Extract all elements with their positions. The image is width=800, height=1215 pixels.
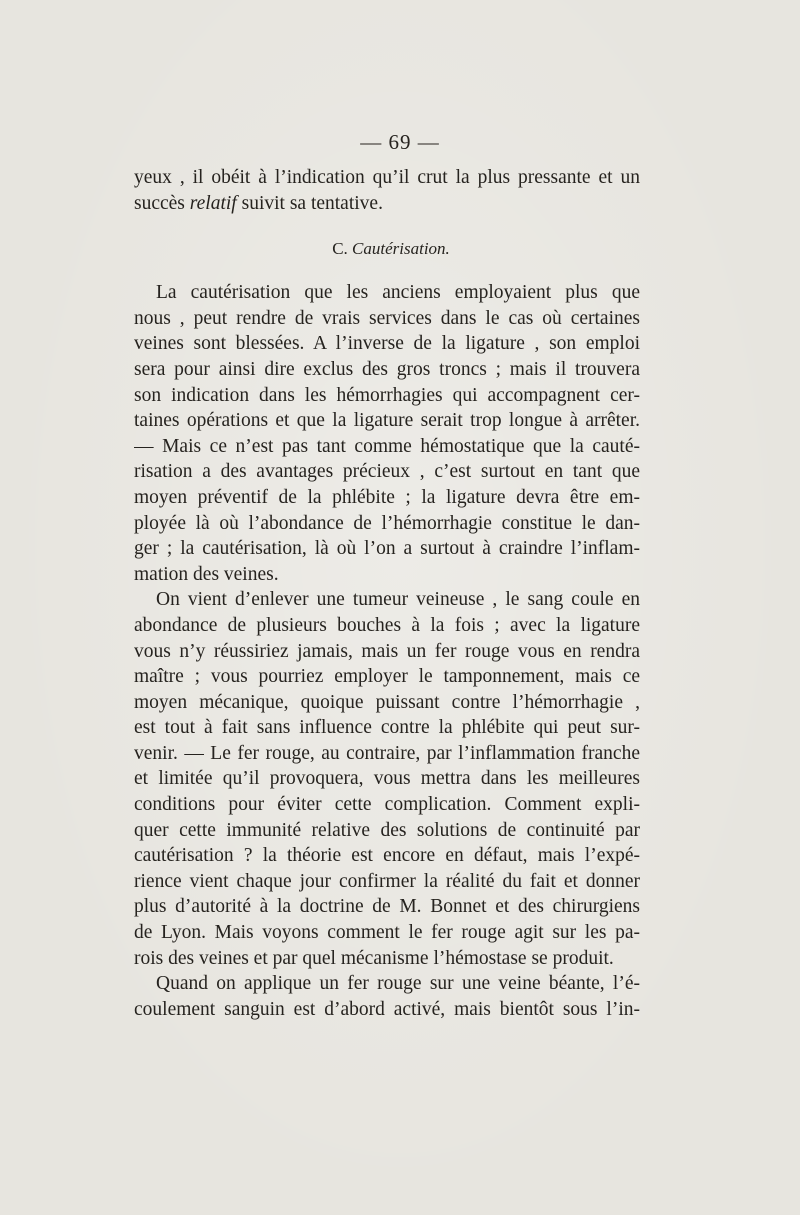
text-line: risation a des avantages précieux , c’est surtout en tant que	[134, 461, 640, 483]
text-line: Quand on applique un fer rouge sur une veine béante, l’é-	[156, 973, 640, 995]
intro-line-1: yeux , il obéit à l’indication qu’il crut la plus pressante et un	[134, 167, 640, 188]
text-line: veines sont blessées. A l’inverse de la ligature , son emploi	[134, 333, 640, 355]
text-line: abondance de plusieurs bouches à la fois ; avec la ligature	[134, 614, 640, 636]
section-letter: C.	[332, 239, 348, 259]
text-line: moyen préventif de la phlébite ; la ligature devra être em-	[134, 486, 640, 508]
text-line: ployée là où l’abondance de l’hémorrhagie constitue le dan-	[134, 512, 640, 534]
text-line: conditions pour éviter cette complication. Comment expli-	[134, 794, 640, 816]
text-line: maître ; vous pourriez employer le tamponnement, mais ce	[134, 666, 640, 688]
text-line: et limitée qu’il provoquera, vous mettra dans les meilleures	[134, 768, 640, 790]
paragraph-1	[134, 280, 640, 587]
text-line: ger ; la cautérisation, là où l’on a surtout à craindre l’inflam-	[134, 538, 640, 560]
italic-word: relatif	[189, 192, 237, 214]
text-line: — Mais ce n’est pas tant comme hémostatique que la cauté-	[134, 435, 640, 457]
text-line: est tout à fait sans influence contre la phlébite qui peut sur-	[134, 717, 640, 739]
section-title: Cautérisation.	[352, 239, 450, 259]
paragraph-2	[134, 587, 640, 971]
text-line: vous n’y réussiriez jamais, mais un fer rouge vous en rendra	[134, 640, 640, 662]
text-line: taines opérations et que la ligature serait trop longue à arrêter.	[134, 410, 640, 432]
text-line: venir. — Le fer rouge, au contraire, par l’inflammation franche	[134, 742, 640, 764]
text-line: son indication dans les hémorrhagies qui accompagnent cer-	[134, 384, 640, 406]
text-line: de Lyon. Mais voyons comment le fer rouge agit sur les pa-	[134, 922, 640, 944]
text-line: rois des veines et par quel mécanisme l’hémostase se produit.	[134, 947, 614, 969]
intro-line-2	[134, 191, 640, 217]
text-line: moyen mécanique, quoique puissant contre l’hémorrhagie ,	[134, 691, 640, 713]
page-number: — 69 —	[360, 130, 440, 154]
intro-line-2-end: suivit sa tentative.	[236, 192, 383, 214]
text-line: mation des veines.	[134, 563, 279, 585]
text-line: coulement sanguin est d’abord activé, mais bientôt sous l’in-	[134, 998, 640, 1020]
paragraph-3	[134, 971, 640, 1022]
body-text	[134, 165, 640, 1022]
text-line: plus d’autorité à la doctrine de M. Bonnet et des chirurgiens	[134, 896, 640, 918]
text-line: La cautérisation que les anciens employaient plus que	[156, 282, 640, 304]
text-line: quer cette immunité relative des solutions de continuité par	[134, 819, 640, 841]
text-line: cautérisation ? la théorie est encore en défaut, mais l’expé-	[134, 845, 640, 867]
text-line: On vient d’enlever une tumeur veineuse , le sang coule en	[156, 589, 640, 611]
section-heading	[134, 236, 640, 261]
intro-line-2-start: succès	[134, 192, 190, 214]
text-line: rience vient chaque jour confirmer la réalité du fait et donner	[134, 870, 640, 892]
text-line: nous , peut rendre de vrais services dans le cas où certaines	[134, 307, 640, 329]
text-line: sera pour ainsi dire exclus des gros troncs ; mais il trouvera	[134, 358, 640, 380]
